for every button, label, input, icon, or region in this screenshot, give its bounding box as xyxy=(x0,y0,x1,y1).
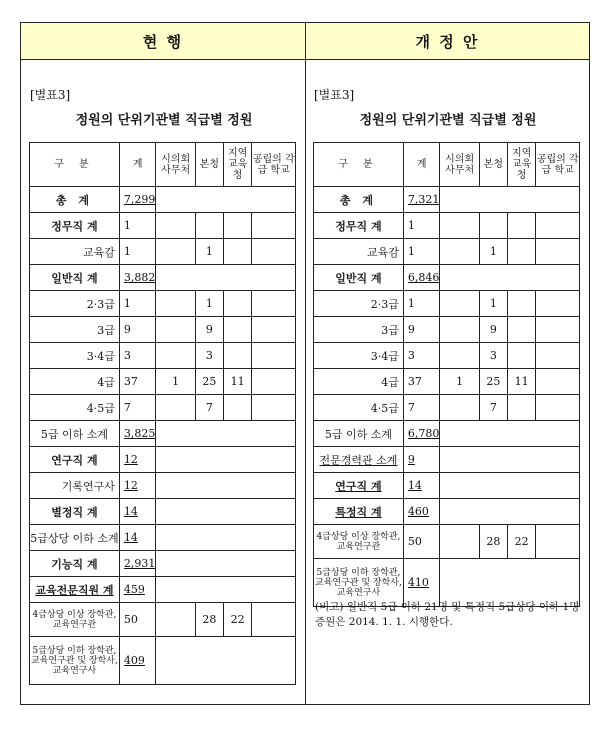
row-label: 5급상당 이하 장학관,교육연구관 및 장학사,교육연구사 xyxy=(30,637,120,685)
table-row xyxy=(314,395,580,421)
col-header: 지역 교육청 xyxy=(223,143,252,187)
table-row xyxy=(30,213,296,239)
row-cell-c1 xyxy=(156,343,196,369)
row-cell-c3 xyxy=(223,317,252,343)
row-cell-c2 xyxy=(479,213,507,239)
table-row xyxy=(314,369,580,395)
row-label: 정무직 계 xyxy=(314,213,404,239)
merged-empty-cell xyxy=(156,265,296,291)
row-label: 4·5급 xyxy=(30,395,120,421)
row-cell-c2: 1 xyxy=(479,239,507,265)
col-header: 공립의 각급 학교 xyxy=(252,143,296,187)
row-label: 기록연구사 xyxy=(30,473,120,499)
row-cell-c2: 28 xyxy=(195,603,223,637)
row-total: 9 xyxy=(403,317,440,343)
row-cell-c3 xyxy=(223,291,252,317)
row-cell-c1 xyxy=(440,239,480,265)
row-cell-c3 xyxy=(223,239,252,265)
row-cell-c1 xyxy=(156,239,196,265)
row-cell-c4 xyxy=(536,317,580,343)
row-total: 6,846 xyxy=(403,265,440,291)
row-total: 7 xyxy=(403,395,440,421)
header-current xyxy=(20,22,306,60)
row-cell-c3 xyxy=(223,343,252,369)
row-total: 460 xyxy=(403,499,440,525)
row-cell-c1 xyxy=(156,291,196,317)
row-total: 3,825 xyxy=(119,421,156,447)
col-header: 계 xyxy=(403,143,440,187)
right-title: 정원의 단위기관별 직급별 정원 xyxy=(359,113,537,128)
table-row xyxy=(30,239,296,265)
merged-empty-cell xyxy=(440,265,580,291)
row-cell-c3: 11 xyxy=(223,369,252,395)
row-label: 4급 xyxy=(30,369,120,395)
table-row xyxy=(314,187,580,213)
row-label: 기능직 계 xyxy=(30,551,120,577)
row-total: 37 xyxy=(119,369,156,395)
row-cell-c4 xyxy=(252,239,296,265)
row-total: 7,321 xyxy=(403,187,440,213)
table-row xyxy=(30,637,296,685)
merged-empty-cell xyxy=(156,637,296,685)
row-cell-c1 xyxy=(440,317,480,343)
row-cell-c3 xyxy=(223,213,252,239)
row-cell-c2: 7 xyxy=(195,395,223,421)
row-cell-c4 xyxy=(536,213,580,239)
row-cell-c2: 9 xyxy=(195,317,223,343)
row-total: 7,299 xyxy=(119,187,156,213)
row-total: 1 xyxy=(119,291,156,317)
merged-empty-cell xyxy=(156,499,296,525)
right-column xyxy=(314,60,582,128)
row-cell-c3 xyxy=(507,317,536,343)
row-cell-c4 xyxy=(536,369,580,395)
row-cell-c2: 7 xyxy=(479,395,507,421)
row-cell-c4 xyxy=(536,239,580,265)
row-cell-c2: 28 xyxy=(479,525,507,559)
table-row xyxy=(314,421,580,447)
row-cell-c3 xyxy=(507,291,536,317)
right-table xyxy=(313,142,580,607)
col-header: 본청 xyxy=(479,143,507,187)
row-total: 409 xyxy=(119,637,156,685)
row-cell-c2: 9 xyxy=(479,317,507,343)
row-cell-c4 xyxy=(252,603,296,637)
table-row xyxy=(314,499,580,525)
row-total: 6,780 xyxy=(403,421,440,447)
row-cell-c3: 11 xyxy=(507,369,536,395)
row-label: 2·3급 xyxy=(30,291,120,317)
row-cell-c4 xyxy=(536,525,580,559)
row-label: 4급상당 이상 장학관,교육연구관 xyxy=(314,525,404,559)
table-row xyxy=(30,603,296,637)
row-cell-c3: 22 xyxy=(223,603,252,637)
row-total: 1 xyxy=(119,213,156,239)
row-label: 5급상당 이하 소계 xyxy=(30,525,120,551)
table-row xyxy=(314,447,580,473)
merged-empty-cell xyxy=(440,473,580,499)
table-row xyxy=(30,421,296,447)
table-row xyxy=(30,369,296,395)
row-label: 교육감 xyxy=(30,239,120,265)
row-label: 3급 xyxy=(30,317,120,343)
table-row xyxy=(30,343,296,369)
row-label: 전문경력관 소계 xyxy=(314,447,404,473)
merged-empty-cell xyxy=(156,551,296,577)
left-tag: [별표3] xyxy=(30,88,71,102)
row-cell-c3: 22 xyxy=(507,525,536,559)
table-row xyxy=(30,447,296,473)
merged-empty-cell xyxy=(156,447,296,473)
row-label: 5급 이하 소계 xyxy=(314,421,404,447)
row-label: 정무직 계 xyxy=(30,213,120,239)
row-cell-c2: 25 xyxy=(479,369,507,395)
row-label: 교육전문직원 계 xyxy=(30,577,120,603)
row-label: 연구직 계 xyxy=(30,447,120,473)
row-cell-c2: 3 xyxy=(195,343,223,369)
row-label: 3급 xyxy=(314,317,404,343)
row-total: 3 xyxy=(403,343,440,369)
table-row xyxy=(314,239,580,265)
table-row xyxy=(314,265,580,291)
row-total: 7 xyxy=(119,395,156,421)
col-header: 본청 xyxy=(195,143,223,187)
row-cell-c3 xyxy=(507,213,536,239)
merged-empty-cell xyxy=(440,421,580,447)
table-row xyxy=(30,473,296,499)
col-header: 시의회 사무처 xyxy=(440,143,480,187)
row-cell-c3 xyxy=(507,239,536,265)
row-label: 특정직 계 xyxy=(314,499,404,525)
row-cell-c2: 1 xyxy=(195,239,223,265)
col-header: 계 xyxy=(119,143,156,187)
remark-note: (비고) 일반직 5급 이하 21명 및 특정직 5급상당 이하 1명 증원은 2014. 1. 1. 시행한다. xyxy=(315,601,580,628)
merged-empty-cell xyxy=(156,473,296,499)
row-cell-c1 xyxy=(156,395,196,421)
merged-empty-cell xyxy=(156,525,296,551)
header-current-label: 현 행 xyxy=(142,32,184,51)
row-cell-c1: 1 xyxy=(440,369,480,395)
row-cell-c1 xyxy=(156,213,196,239)
row-total: 1 xyxy=(403,213,440,239)
left-title: 정원의 단위기관별 직급별 정원 xyxy=(75,113,253,128)
col-header: 지역 교육청 xyxy=(507,143,536,187)
table-row xyxy=(314,317,580,343)
table-row xyxy=(314,213,580,239)
row-cell-c2: 1 xyxy=(479,291,507,317)
row-total: 410 xyxy=(403,559,440,607)
row-cell-c3 xyxy=(507,395,536,421)
row-label: 4급상당 이상 장학관,교육연구관 xyxy=(30,603,120,637)
row-total: 1 xyxy=(403,239,440,265)
row-cell-c4 xyxy=(252,317,296,343)
left-column xyxy=(30,60,298,128)
merged-empty-cell xyxy=(440,447,580,473)
right-tag: [별표3] xyxy=(314,88,355,102)
row-cell-c1 xyxy=(440,343,480,369)
row-label: 3·4급 xyxy=(314,343,404,369)
col-header: 공립의 각급 학교 xyxy=(536,143,580,187)
row-label: 연구직 계 xyxy=(314,473,404,499)
row-cell-c1: 1 xyxy=(156,369,196,395)
row-cell-c4 xyxy=(252,343,296,369)
col-header: 구 분 xyxy=(30,143,120,187)
table-row xyxy=(30,317,296,343)
row-total: 9 xyxy=(403,447,440,473)
row-total: 50 xyxy=(119,603,156,637)
row-cell-c1 xyxy=(440,395,480,421)
row-label: 일반직 계 xyxy=(314,265,404,291)
row-total: 12 xyxy=(119,447,156,473)
row-cell-c1 xyxy=(156,317,196,343)
table-row xyxy=(314,291,580,317)
row-cell-c2: 1 xyxy=(195,291,223,317)
table-row xyxy=(30,577,296,603)
row-label: 별정직 계 xyxy=(30,499,120,525)
table-row xyxy=(30,395,296,421)
column-divider xyxy=(305,22,306,705)
row-cell-c4 xyxy=(252,291,296,317)
row-total: 3 xyxy=(119,343,156,369)
row-label: 일반직 계 xyxy=(30,265,120,291)
table-row xyxy=(30,499,296,525)
row-total: 2,931 xyxy=(119,551,156,577)
row-cell-c4 xyxy=(252,395,296,421)
merged-empty-cell xyxy=(156,421,296,447)
row-label: 총 계 xyxy=(30,187,120,213)
row-cell-c3 xyxy=(223,395,252,421)
table-row xyxy=(314,525,580,559)
row-total: 14 xyxy=(119,499,156,525)
row-label: 5급 이하 소계 xyxy=(30,421,120,447)
row-total: 459 xyxy=(119,577,156,603)
merged-empty-cell xyxy=(156,187,296,213)
row-total: 14 xyxy=(403,473,440,499)
row-cell-c1 xyxy=(440,213,480,239)
row-cell-c1 xyxy=(156,603,196,637)
row-label: 4급 xyxy=(314,369,404,395)
merged-empty-cell xyxy=(440,499,580,525)
merged-empty-cell xyxy=(156,577,296,603)
table-row xyxy=(30,187,296,213)
header-proposed-label: 개 정 안 xyxy=(415,32,480,51)
table-row xyxy=(30,265,296,291)
row-cell-c4 xyxy=(536,291,580,317)
row-total: 1 xyxy=(119,239,156,265)
row-cell-c3 xyxy=(507,343,536,369)
row-total: 37 xyxy=(403,369,440,395)
row-cell-c2: 3 xyxy=(479,343,507,369)
row-label: 총 계 xyxy=(314,187,404,213)
table-row xyxy=(30,525,296,551)
table-row xyxy=(30,291,296,317)
row-cell-c4 xyxy=(252,369,296,395)
table-row xyxy=(314,343,580,369)
row-total: 3,882 xyxy=(119,265,156,291)
row-total: 12 xyxy=(119,473,156,499)
col-header: 구 분 xyxy=(314,143,404,187)
left-table xyxy=(29,142,296,685)
row-total: 50 xyxy=(403,525,440,559)
table-row xyxy=(30,551,296,577)
row-cell-c4 xyxy=(536,395,580,421)
row-cell-c1 xyxy=(440,525,480,559)
header-proposed xyxy=(305,22,590,60)
col-header: 시의회 사무처 xyxy=(156,143,196,187)
row-label: 4·5급 xyxy=(314,395,404,421)
row-label: 교육감 xyxy=(314,239,404,265)
row-cell-c4 xyxy=(252,213,296,239)
row-total: 1 xyxy=(403,291,440,317)
row-cell-c1 xyxy=(440,291,480,317)
row-label: 2·3급 xyxy=(314,291,404,317)
row-cell-c2 xyxy=(195,213,223,239)
table-row xyxy=(314,473,580,499)
row-label: 5급상당 이하 장학관,교육연구관 및 장학사,교육연구사 xyxy=(314,559,404,607)
row-label: 3·4급 xyxy=(30,343,120,369)
merged-empty-cell xyxy=(440,187,580,213)
row-cell-c4 xyxy=(536,343,580,369)
row-total: 14 xyxy=(119,525,156,551)
row-total: 9 xyxy=(119,317,156,343)
row-cell-c2: 25 xyxy=(195,369,223,395)
